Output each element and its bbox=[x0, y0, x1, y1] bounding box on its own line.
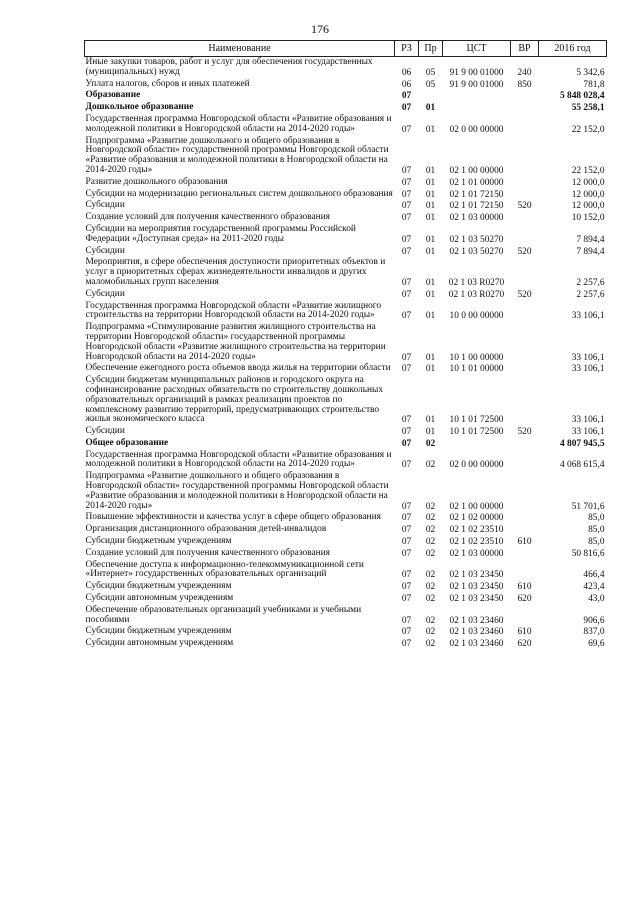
cell-name: Подпрограмма «Развитие дошкольного и общего образования в Новгородской области» государственной программы Новгородской области «Развитие образования и молодежной политики в Новгородской области на 2014-2020 годы» bbox=[85, 135, 389, 175]
cell-vr bbox=[511, 548, 539, 560]
table-row bbox=[85, 638, 607, 650]
cell-cst: 02 1 00 00000 bbox=[449, 501, 504, 512]
header-rz: РЗ bbox=[395, 41, 419, 57]
cell-rz: 07 bbox=[401, 213, 412, 224]
cell-pr: 01 bbox=[425, 311, 436, 322]
cell-vr bbox=[511, 375, 539, 426]
cell-cst: 02 1 03 R0270 bbox=[448, 277, 505, 288]
cell-pr: 02 bbox=[425, 438, 436, 449]
table-row bbox=[85, 224, 607, 246]
cell-sum: 50 816,6 bbox=[571, 548, 605, 559]
cell-vr bbox=[511, 90, 539, 102]
table-row bbox=[85, 57, 607, 79]
cell-name: Подпрограмма «Развитие дошкольного и общего образования в Новгородской области» государственной программы Новгородской области «Развитие образования и молодежной политики в Новгородской области на 2014-2020 годы» bbox=[85, 471, 389, 511]
cell-rz: 07 bbox=[401, 548, 412, 559]
cell-sum: 12 000,0 bbox=[571, 177, 605, 188]
cell-cst: 02 0 00 00000 bbox=[449, 460, 504, 471]
cell-vr bbox=[511, 322, 539, 363]
cell-vr bbox=[511, 363, 539, 375]
cell-name: Образование bbox=[85, 90, 141, 101]
cell-vr bbox=[511, 450, 539, 472]
cell-rz: 07 bbox=[401, 201, 412, 212]
cell-name: Обеспечение доступа к информационно-телекоммуникационной сети «Интернет» государственных образовательных организаций bbox=[85, 559, 364, 580]
cell-name: Субсидии бюджетным учреждениям bbox=[85, 536, 232, 547]
table-row bbox=[85, 471, 607, 512]
cell-sum: 423,4 bbox=[583, 582, 605, 593]
cell-sum: 4 068 615,4 bbox=[559, 460, 605, 471]
cell-pr: 01 bbox=[425, 234, 436, 245]
cell-pr: 01 bbox=[425, 189, 436, 200]
cell-rz: 07 bbox=[401, 103, 412, 114]
cell-cst bbox=[443, 90, 511, 102]
cell-cst: 02 1 01 72150 bbox=[449, 189, 504, 200]
cell-pr: 02 bbox=[425, 501, 436, 512]
cell-name: Субсидии бюджетным учреждениям bbox=[85, 626, 232, 637]
cell-name: Общее образование bbox=[85, 437, 169, 448]
cell-vr bbox=[511, 257, 539, 288]
cell-sum: 2 257,6 bbox=[576, 277, 605, 288]
cell-rz: 07 bbox=[401, 177, 412, 188]
cell-cst: 02 1 03 00000 bbox=[449, 548, 504, 559]
cell-rz: 07 bbox=[401, 427, 412, 438]
cell-name: Обеспечение образовательных организаций учебниками и учебными пособиями bbox=[85, 604, 362, 625]
cell-pr: 02 bbox=[425, 615, 436, 626]
cell-pr: 02 bbox=[425, 582, 436, 593]
cell-vr bbox=[511, 224, 539, 246]
table-row bbox=[85, 301, 607, 323]
cell-name: Развитие дошкольного образования bbox=[85, 176, 228, 187]
cell-pr: 02 bbox=[425, 548, 436, 559]
cell-vr bbox=[511, 524, 539, 536]
cell-vr bbox=[511, 189, 539, 201]
cell-sum: 22 152,0 bbox=[571, 165, 605, 176]
cell-vr: 520 bbox=[517, 427, 532, 438]
cell-name: Субсидии на модернизацию региональных систем дошкольного образования bbox=[85, 188, 393, 199]
cell-pr: 05 bbox=[425, 67, 436, 78]
cell-sum: 2 257,6 bbox=[576, 289, 605, 300]
cell-pr: 02 bbox=[425, 537, 436, 548]
cell-sum: 85,0 bbox=[588, 525, 605, 536]
cell-rz: 07 bbox=[401, 277, 412, 288]
table-row bbox=[85, 375, 607, 426]
cell-pr: 02 bbox=[425, 525, 436, 536]
table-row bbox=[85, 548, 607, 560]
cell-vr bbox=[511, 114, 539, 136]
cell-cst: 02 1 03 50270 bbox=[449, 234, 504, 245]
cell-cst: 02 1 03 50270 bbox=[449, 246, 504, 257]
cell-sum: 4 807 945,5 bbox=[559, 438, 605, 449]
header-cst: ЦСТ bbox=[443, 41, 511, 57]
cell-pr: 01 bbox=[425, 352, 436, 363]
table-row bbox=[85, 90, 607, 102]
cell-cst: 02 1 01 72150 bbox=[449, 201, 504, 212]
cell-cst: 02 1 03 23460 bbox=[449, 615, 504, 626]
cell-rz: 07 bbox=[401, 582, 412, 593]
table-row bbox=[85, 605, 607, 627]
cell-vr: 520 bbox=[517, 289, 532, 300]
cell-name: Повышение эффективности и качества услуг в сфере общего образования bbox=[85, 512, 381, 523]
table-row bbox=[85, 593, 607, 605]
cell-vr bbox=[511, 212, 539, 224]
cell-pr: 01 bbox=[425, 246, 436, 257]
cell-cst: 02 1 03 00000 bbox=[449, 213, 504, 224]
cell-pr: 01 bbox=[425, 213, 436, 224]
cell-sum: 5 342,6 bbox=[576, 67, 605, 78]
cell-cst: 02 1 02 23510 bbox=[449, 537, 504, 548]
cell-vr: 610 bbox=[517, 627, 532, 638]
cell-sum: 466,4 bbox=[583, 570, 605, 581]
cell-pr: 02 bbox=[425, 594, 436, 605]
cell-cst: 02 1 00 00000 bbox=[449, 165, 504, 176]
table-row bbox=[85, 524, 607, 536]
cell-rz: 07 bbox=[401, 570, 412, 581]
cell-name: Создание условий для получения качественного образования bbox=[85, 212, 330, 223]
cell-sum: 33 106,1 bbox=[571, 364, 605, 375]
cell-pr: 01 bbox=[425, 124, 436, 135]
cell-sum: 12 000,0 bbox=[571, 201, 605, 212]
cell-vr: 850 bbox=[517, 79, 532, 90]
table-row bbox=[85, 79, 607, 91]
table-row bbox=[85, 212, 607, 224]
cell-name: Государственная программа Новгородской области «Развитие образования и молодежной политики в Новгородской области на 2014-2020 годы» bbox=[85, 449, 392, 470]
cell-rz: 07 bbox=[401, 438, 412, 449]
cell-rz: 07 bbox=[401, 246, 412, 257]
cell-pr: 02 bbox=[425, 627, 436, 638]
cell-sum: 22 152,0 bbox=[571, 124, 605, 135]
cell-cst: 10 1 01 72500 bbox=[449, 427, 504, 438]
cell-vr bbox=[511, 102, 539, 114]
cell-name: Субсидии bbox=[85, 288, 125, 299]
cell-cst: 02 0 00 00000 bbox=[449, 124, 504, 135]
cell-cst: 91 9 00 01000 bbox=[449, 67, 504, 78]
page-number: 176 bbox=[311, 22, 329, 36]
cell-name: Дошкольное образование bbox=[85, 102, 194, 113]
cell-vr: 520 bbox=[517, 201, 532, 212]
cell-rz: 06 bbox=[401, 67, 412, 78]
cell-cst: 02 1 03 23460 bbox=[449, 627, 504, 638]
cell-sum: 7 894,4 bbox=[576, 234, 605, 245]
cell-name: Субсидии bbox=[85, 245, 125, 256]
cell-pr: 01 bbox=[425, 103, 436, 114]
cell-rz: 07 bbox=[401, 537, 412, 548]
table-row bbox=[85, 560, 607, 582]
cell-rz: 07 bbox=[401, 513, 412, 524]
cell-rz: 07 bbox=[401, 594, 412, 605]
cell-rz: 07 bbox=[401, 525, 412, 536]
cell-sum: 55 258,1 bbox=[571, 103, 605, 114]
cell-sum: 33 106,1 bbox=[571, 415, 605, 426]
cell-cst: 02 1 03 R0270 bbox=[448, 289, 505, 300]
cell-rz: 07 bbox=[401, 615, 412, 626]
cell-rz: 07 bbox=[401, 234, 412, 245]
cell-rz: 07 bbox=[401, 91, 412, 102]
header-pr: Пр bbox=[419, 41, 443, 57]
table-row bbox=[85, 289, 607, 301]
cell-cst: 02 1 03 23450 bbox=[449, 570, 504, 581]
cell-rz: 07 bbox=[401, 165, 412, 176]
cell-pr: 01 bbox=[425, 364, 436, 375]
cell-cst: 02 1 03 23450 bbox=[449, 582, 504, 593]
table-row bbox=[85, 322, 607, 363]
cell-rz: 07 bbox=[401, 311, 412, 322]
cell-vr: 620 bbox=[517, 594, 532, 605]
cell-rz: 07 bbox=[401, 639, 412, 650]
cell-sum: 85,0 bbox=[588, 537, 605, 548]
cell-pr: 01 bbox=[425, 415, 436, 426]
cell-pr: 05 bbox=[425, 79, 436, 90]
cell-vr: 240 bbox=[517, 67, 532, 78]
table-header-row bbox=[85, 41, 607, 57]
cell-pr: 01 bbox=[425, 289, 436, 300]
cell-cst: 02 1 03 23450 bbox=[449, 594, 504, 605]
cell-name: Субсидии бюджетам муниципальных районов и городского округа на софинансирование расходных обязательств по строительству дошкольных образовательных организаций в рамках реализации проектов по комплексному развитию территорий, предусматривающих строительство жилья экономического класса bbox=[85, 375, 384, 425]
cell-vr bbox=[511, 605, 539, 627]
cell-name: Уплата налогов, сборов и иных платежей bbox=[85, 78, 250, 89]
cell-name: Создание условий для получения качественного образования bbox=[85, 547, 330, 558]
cell-sum: 43,0 bbox=[588, 594, 605, 605]
cell-name: Мероприятия, в сфере обеспечения доступности приоритетных объектов и услуг в приоритетных сферах жизнедеятельности инвалидов и других маломобильных групп населения bbox=[85, 257, 386, 287]
cell-pr: 01 bbox=[425, 177, 436, 188]
cell-name: Иные закупки товаров, работ и услуг для обеспечения государственных (муниципальных) нужд bbox=[85, 57, 373, 77]
cell-vr: 610 bbox=[517, 582, 532, 593]
cell-pr: 01 bbox=[425, 165, 436, 176]
cell-rz: 07 bbox=[401, 352, 412, 363]
table-row bbox=[85, 200, 607, 212]
cell-name: Подпрограмма «Стимулирование развития жилищного строительства на территории Новгородской области» государственной программы Новгородской области «Развитие жилищного строительства на территории Новгородской области на 2014-2020 годы» bbox=[85, 322, 386, 362]
cell-rz: 07 bbox=[401, 124, 412, 135]
cell-name: Государственная программа Новгородской области «Развитие образования и молодежной политики в Новгородской области на 2014-2020 годы» bbox=[85, 113, 392, 134]
cell-vr: 610 bbox=[517, 537, 532, 548]
cell-cst: 10 1 01 72500 bbox=[449, 415, 504, 426]
cell-cst: 02 1 01 00000 bbox=[449, 177, 504, 188]
table-row bbox=[85, 114, 607, 136]
cell-pr: 02 bbox=[425, 460, 436, 471]
cell-sum: 12 000,0 bbox=[571, 189, 605, 200]
table-row bbox=[85, 438, 607, 450]
table-row bbox=[85, 257, 607, 288]
cell-rz: 07 bbox=[401, 415, 412, 426]
cell-cst: 91 9 00 01000 bbox=[449, 79, 504, 90]
cell-pr bbox=[419, 90, 443, 102]
cell-name: Субсидии автономным учреждениям bbox=[85, 638, 234, 649]
cell-cst: 10 1 00 00000 bbox=[449, 352, 504, 363]
cell-name: Субсидии автономным учреждениям bbox=[85, 593, 234, 604]
cell-name: Организация дистанционного образования детей-инвалидов bbox=[85, 524, 327, 535]
cell-vr bbox=[511, 438, 539, 450]
cell-rz: 07 bbox=[401, 627, 412, 638]
cell-sum: 781,8 bbox=[583, 79, 605, 90]
table-row bbox=[85, 450, 607, 472]
cell-rz: 07 bbox=[401, 289, 412, 300]
cell-name: Государственная программа Новгородской области «Развитие жилищного строительства на территории Новгородской области на 2014-2020 годы» bbox=[85, 300, 382, 321]
cell-name: Субсидии бюджетным учреждениям bbox=[85, 581, 232, 592]
cell-vr bbox=[511, 560, 539, 582]
table-row bbox=[85, 363, 607, 375]
cell-rz: 07 bbox=[401, 460, 412, 471]
cell-sum: 906,6 bbox=[583, 615, 605, 626]
cell-name: Субсидии bbox=[85, 200, 125, 211]
cell-vr: 620 bbox=[517, 639, 532, 650]
cell-cst: 02 1 02 00000 bbox=[449, 513, 504, 524]
cell-sum: 69,6 bbox=[588, 639, 605, 650]
cell-rz: 07 bbox=[401, 364, 412, 375]
header-sum: 2016 год bbox=[539, 41, 607, 57]
cell-vr bbox=[511, 136, 539, 177]
cell-sum: 5 848 028,4 bbox=[559, 91, 605, 102]
cell-pr: 01 bbox=[425, 427, 436, 438]
cell-vr: 520 bbox=[517, 246, 532, 257]
cell-sum: 33 106,1 bbox=[571, 427, 605, 438]
header-name: Наименование bbox=[85, 41, 395, 57]
cell-name: Субсидии bbox=[85, 426, 125, 437]
table-row bbox=[85, 512, 607, 524]
table-row bbox=[85, 536, 607, 548]
cell-sum: 33 106,1 bbox=[571, 311, 605, 322]
cell-sum: 10 152,0 bbox=[571, 213, 605, 224]
cell-sum: 33 106,1 bbox=[571, 352, 605, 363]
cell-pr: 02 bbox=[425, 639, 436, 650]
cell-pr: 01 bbox=[425, 277, 436, 288]
table-row bbox=[85, 581, 607, 593]
cell-pr: 01 bbox=[425, 201, 436, 212]
cell-cst: 10 1 01 00000 bbox=[449, 364, 504, 375]
cell-vr bbox=[511, 512, 539, 524]
cell-cst: 02 1 03 23460 bbox=[449, 639, 504, 650]
cell-sum: 837,0 bbox=[583, 627, 605, 638]
table-row bbox=[85, 102, 607, 114]
cell-sum: 7 894,4 bbox=[576, 246, 605, 257]
table-body bbox=[85, 57, 607, 651]
cell-cst bbox=[443, 102, 511, 114]
cell-sum: 85,0 bbox=[588, 513, 605, 524]
cell-sum: 51 701,6 bbox=[571, 501, 605, 512]
cell-pr: 02 bbox=[425, 570, 436, 581]
cell-vr bbox=[511, 177, 539, 189]
cell-vr bbox=[511, 301, 539, 323]
cell-name: Обеспечение ежегодного роста объемов ввода жилья на территории области bbox=[85, 363, 391, 374]
table-row bbox=[85, 136, 607, 177]
header-vr: ВР bbox=[511, 41, 539, 57]
cell-cst: 02 1 02 23510 bbox=[449, 525, 504, 536]
cell-rz: 07 bbox=[401, 189, 412, 200]
cell-pr: 02 bbox=[425, 513, 436, 524]
table-row bbox=[85, 426, 607, 438]
budget-table bbox=[84, 40, 607, 650]
cell-vr bbox=[511, 471, 539, 512]
table-row bbox=[85, 177, 607, 189]
cell-name: Субсидии на мероприятия государственной программы Российской Федерации «Доступная среда» на 2011-2020 годы bbox=[85, 223, 356, 244]
cell-cst: 10 0 00 00000 bbox=[449, 311, 504, 322]
table-row bbox=[85, 626, 607, 638]
cell-rz: 06 bbox=[401, 79, 412, 90]
table-row bbox=[85, 246, 607, 258]
cell-rz: 07 bbox=[401, 501, 412, 512]
table-row bbox=[85, 189, 607, 201]
cell-cst bbox=[443, 438, 511, 450]
